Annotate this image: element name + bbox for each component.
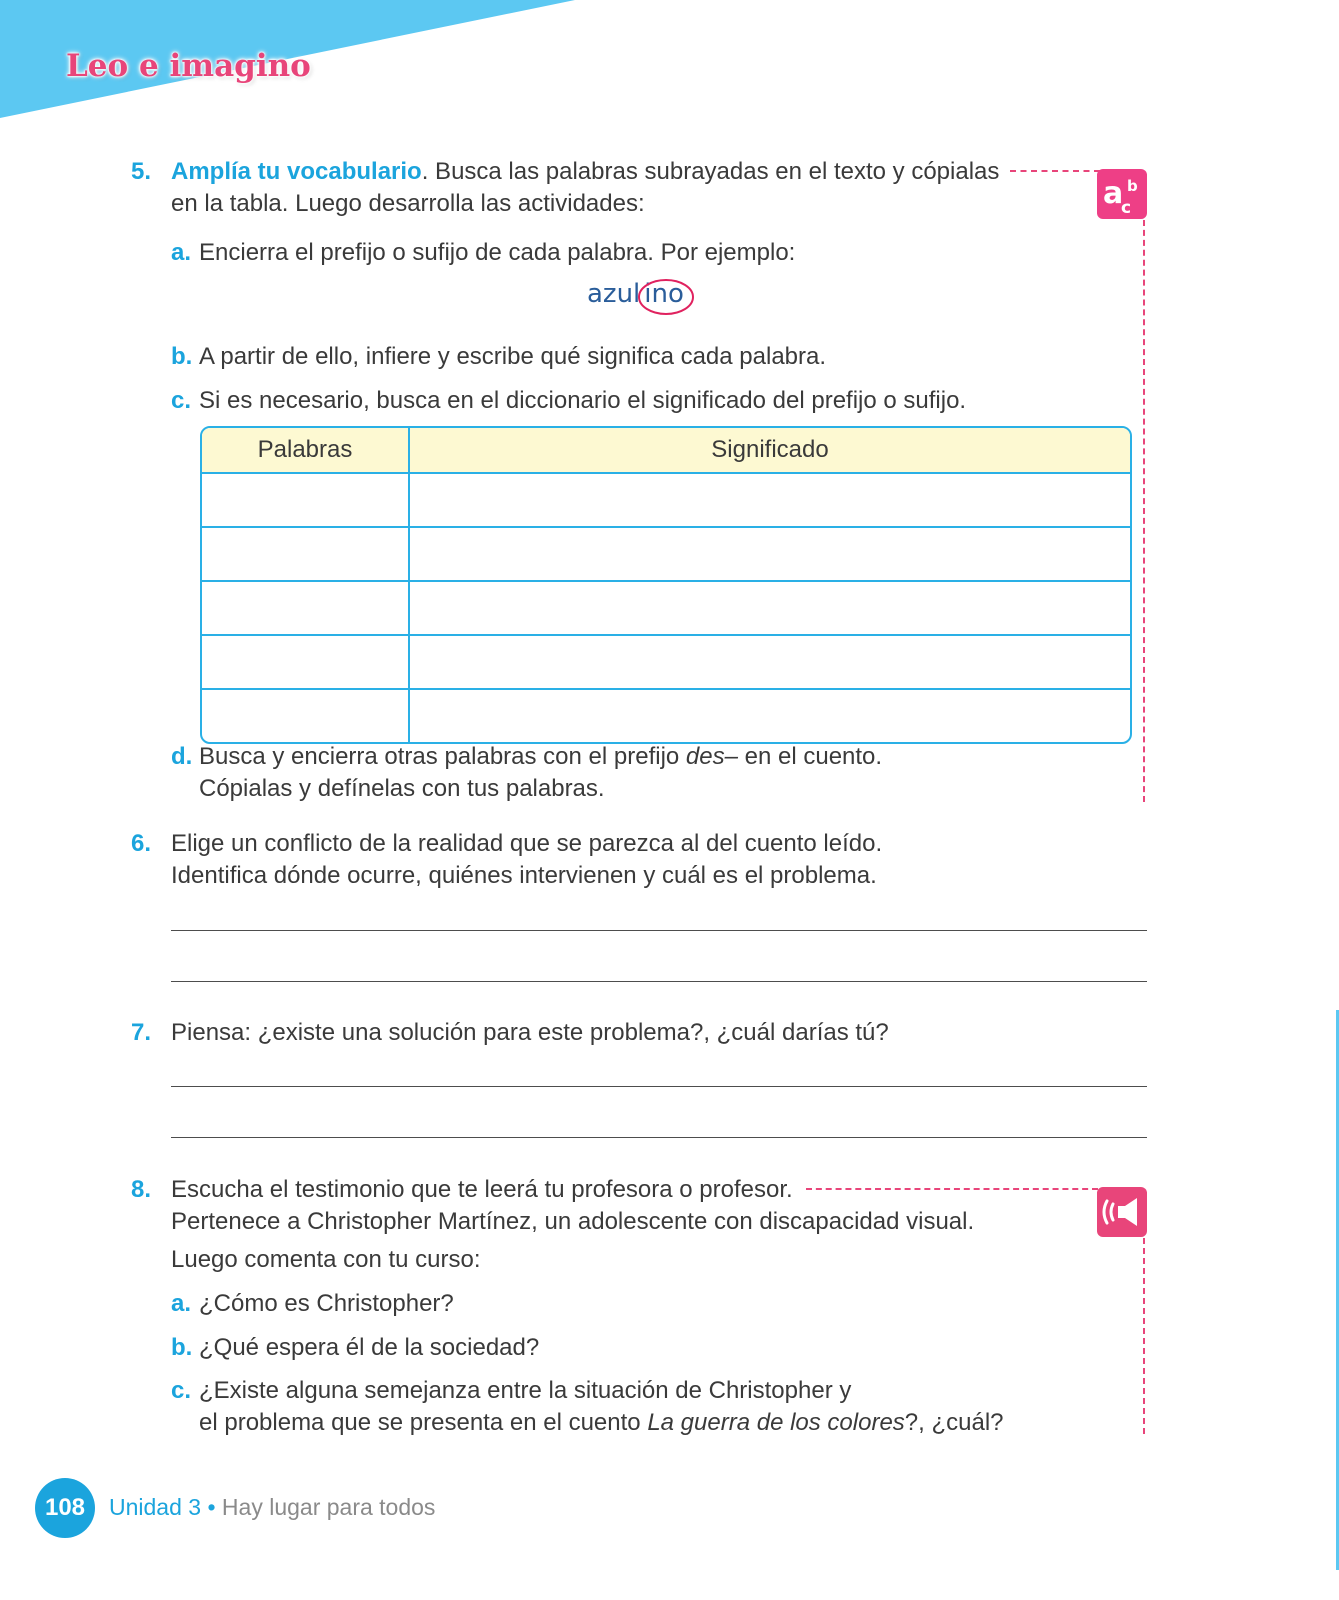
question-5-text: . Busca las palabras subrayadas en el texto y cópialas <box>421 158 1000 185</box>
item-5d-line-2: Cópialas y defínelas con tus palabras. <box>199 775 605 802</box>
item-8c-line-2: el problema que se presenta en el cuento La guerra de los colores?, ¿cuál? <box>199 1409 1004 1436</box>
item-8b-text: ¿Qué espera él de la sociedad? <box>199 1334 540 1361</box>
prefix-des: des– <box>685 743 738 770</box>
dashed-connector <box>806 1188 1098 1190</box>
item-label: d. <box>171 743 193 770</box>
footer-unit <box>109 1492 435 1522</box>
question-number: 8. <box>131 1176 152 1203</box>
page-number: 108 <box>35 1478 95 1538</box>
svg-text:c: c <box>1121 198 1132 218</box>
column-header-significado: Significado <box>410 428 1130 474</box>
word-cell[interactable] <box>202 690 410 742</box>
dashed-connector <box>1010 170 1100 172</box>
word-cell[interactable] <box>202 636 410 690</box>
table-row <box>202 582 1130 636</box>
item-label: b. <box>171 1334 193 1361</box>
item-8a-text: ¿Cómo es Christopher? <box>199 1290 454 1317</box>
answer-line[interactable] <box>171 1137 1147 1138</box>
table-row <box>202 474 1130 528</box>
bullet: • <box>207 1494 216 1520</box>
item-label: a. <box>171 239 192 266</box>
dashed-guide <box>1143 1238 1145 1434</box>
audio-speaker-icon <box>1097 1187 1147 1237</box>
item-5d-line-1: Busca y encierra otras palabras con el prefijo des– en el cuento. <box>199 743 883 770</box>
question-6-line-1: Elige un conflicto de la realidad que se parezca al del cuento leído. <box>171 830 883 857</box>
item-label: c. <box>171 387 192 414</box>
item-label: b. <box>171 343 193 370</box>
column-header-palabras: Palabras <box>202 428 410 474</box>
table-header-row <box>202 428 1130 474</box>
example-suffix-circled: ino <box>640 279 688 309</box>
answer-line[interactable] <box>171 981 1147 982</box>
word-cell[interactable] <box>202 474 410 528</box>
meaning-cell[interactable] <box>410 690 1130 742</box>
item-8c-line-1: ¿Existe alguna semejanza entre la situación de Christopher y <box>199 1377 852 1404</box>
answer-line[interactable] <box>171 1086 1147 1087</box>
item-label: c. <box>171 1377 192 1404</box>
question-6-line-2: Identifica dónde ocurre, quiénes intervienen y cuál es el problema. <box>171 862 877 889</box>
meaning-cell[interactable] <box>410 582 1130 636</box>
table-row <box>202 528 1130 582</box>
dashed-guide <box>1143 220 1145 802</box>
unit-title: Hay lugar para todos <box>221 1494 436 1520</box>
question-8-line-3: Luego comenta con tu curso: <box>171 1246 481 1273</box>
question-number: 6. <box>131 830 152 857</box>
meaning-cell[interactable] <box>410 636 1130 690</box>
word-cell[interactable] <box>202 528 410 582</box>
meaning-cell[interactable] <box>410 528 1130 582</box>
item-5c-text: Si es necesario, busca en el diccionario el significado del prefijo o sufijo. <box>199 387 967 414</box>
question-8-line-2: Pertenece a Christopher Martínez, un adolescente con discapacidad visual. <box>171 1208 975 1235</box>
question-8-line-1: Escucha el testimonio que te leerá tu profesora o profesor. <box>171 1176 793 1203</box>
question-7-line-1: Piensa: ¿existe una solución para este problema?, ¿cuál darías tú? <box>171 1019 889 1046</box>
item-label: a. <box>171 1290 192 1317</box>
question-5-line-1 <box>171 155 999 188</box>
question-5-title: Amplía tu vocabulario <box>171 158 422 185</box>
word-cell[interactable] <box>202 582 410 636</box>
svg-text:a: a <box>1103 176 1124 211</box>
vocabulary-table <box>200 426 1132 744</box>
question-number: 5. <box>131 158 152 185</box>
table-row <box>202 690 1130 742</box>
example-word <box>587 279 688 319</box>
question-5-line-2: en la tabla. Luego desarrolla las actividades: <box>171 190 645 217</box>
item-5b-text: A partir de ello, infiere y escribe qué significa cada palabra. <box>199 343 827 370</box>
answer-line[interactable] <box>171 930 1147 931</box>
vocabulary-abc-icon <box>1097 169 1147 219</box>
unit-label: Unidad 3 <box>109 1494 202 1520</box>
question-number: 7. <box>131 1019 152 1046</box>
section-title: Leo e imagino <box>66 48 311 84</box>
example-root: azul <box>587 279 641 309</box>
item-5a-text: Encierra el prefijo o sufijo de cada palabra. Por ejemplo: <box>199 239 796 266</box>
table-row <box>202 636 1130 690</box>
svg-text:b: b <box>1127 177 1138 195</box>
meaning-cell[interactable] <box>410 474 1130 528</box>
story-title: La guerra de los colores <box>647 1409 905 1436</box>
